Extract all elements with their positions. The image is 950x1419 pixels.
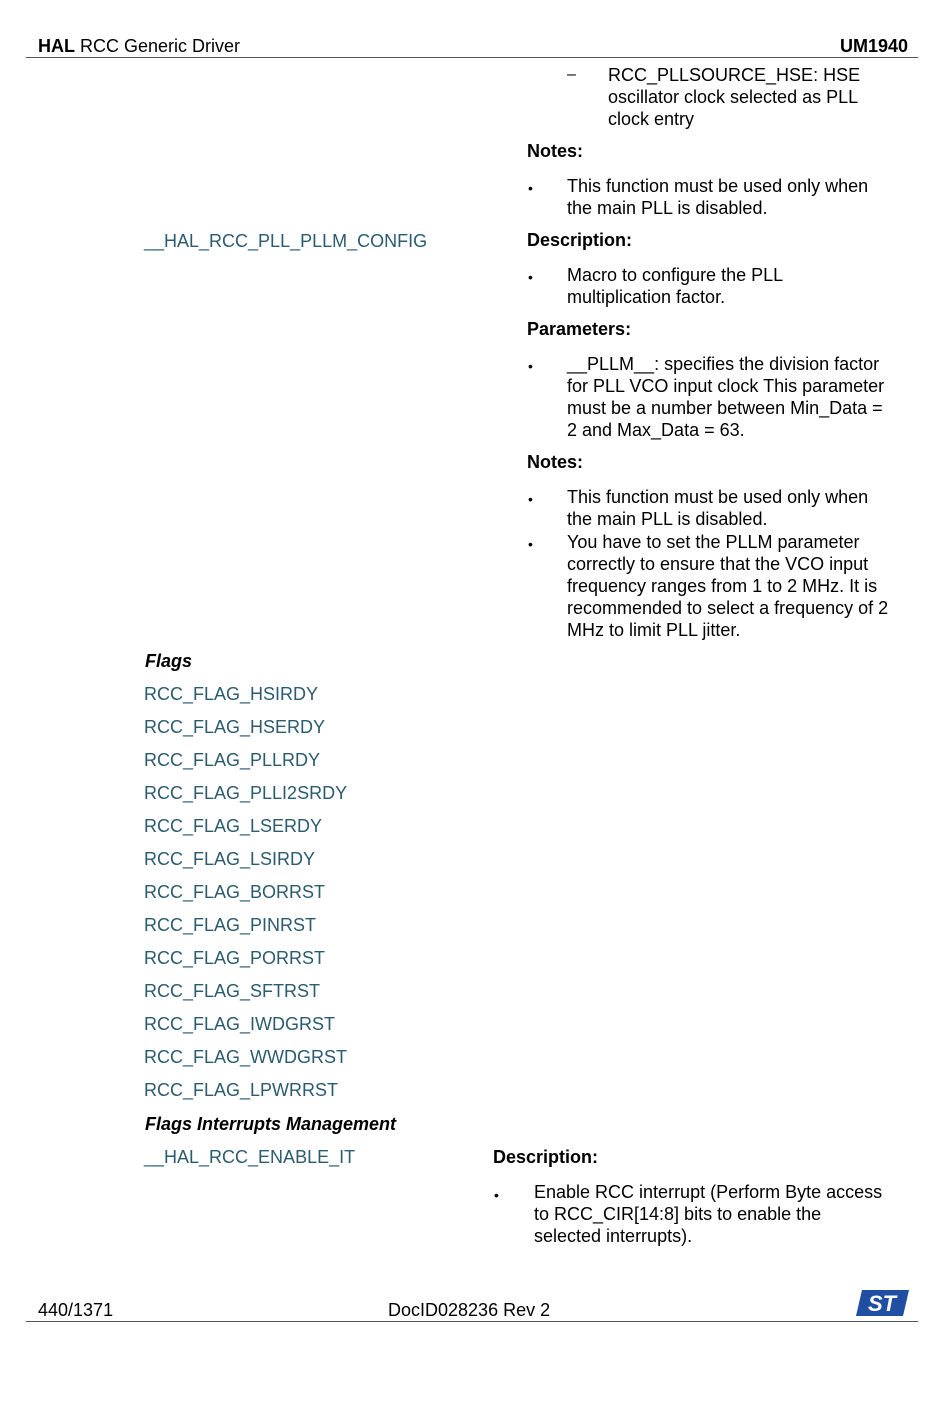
text-line: frequency ranges from 1 to 2 MHz. It is [567, 576, 878, 596]
flag-item: RCC_FLAG_HSERDY [144, 717, 326, 737]
note-text [567, 531, 888, 641]
header-rule [26, 57, 918, 58]
text-line: Enable RCC interrupt (Perform Byte access [534, 1182, 883, 1202]
note-text [567, 486, 868, 530]
text-line: clock entry [608, 109, 695, 129]
bullet: • [528, 536, 533, 552]
bullet: • [528, 491, 533, 507]
st-logo-icon [852, 1288, 910, 1320]
text-line: selected interrupts). [534, 1226, 693, 1246]
note-text [567, 175, 868, 219]
text-line: for PLL VCO input clock This parameter [567, 376, 885, 396]
header-title-bold: HAL [38, 36, 75, 56]
text-line: oscillator clock selected as PLL [608, 87, 859, 107]
text-line: This function must be used only when [567, 487, 869, 507]
flag-item: RCC_FLAG_LPWRRST [144, 1080, 339, 1100]
flag-item: RCC_FLAG_HSIRDY [144, 684, 319, 704]
footer-doc-id: DocID028236 Rev 2 [388, 1300, 551, 1320]
header-doc-code: UM1940 [839, 36, 908, 56]
flag-item: RCC_FLAG_WWDGRST [144, 1047, 348, 1067]
bullet: • [528, 358, 533, 374]
flag-item: RCC_FLAG_BORRST [144, 882, 326, 902]
footer-rule [26, 1321, 918, 1322]
text-line: You have to set the PLLM parameter [567, 532, 860, 552]
flag-item: RCC_FLAG_PLLRDY [144, 750, 321, 770]
macro-pllm-config: __HAL_RCC_PLL_PLLM_CONFIG [144, 231, 428, 251]
description-label: Description: [493, 1147, 599, 1167]
text-line: multiplication factor. [567, 287, 726, 307]
macro-enable-it: __HAL_RCC_ENABLE_IT [144, 1147, 356, 1167]
description-text [567, 264, 783, 308]
parameter-text [567, 353, 884, 441]
flags-heading: Flags [145, 651, 193, 671]
flags-it-heading: Flags Interrupts Management [145, 1114, 397, 1134]
text-line: the main PLL is disabled. [567, 509, 768, 529]
flag-item: RCC_FLAG_PINRST [144, 915, 317, 935]
dash-item-text [608, 64, 860, 130]
notes-label: Notes: [527, 452, 584, 472]
bullet: • [528, 180, 533, 196]
text-line: recommended to select a frequency of 2 [567, 598, 889, 618]
text-line: must be a number between Min_Data = [567, 398, 883, 418]
text-line: __PLLM__: specifies the division factor [567, 354, 880, 374]
notes-label: Notes: [527, 141, 584, 161]
description-text [534, 1181, 882, 1247]
header-title-rest: RCC Generic Driver [75, 36, 241, 56]
text-line: This function must be used only when [567, 176, 869, 196]
st-logo-text: ST [867, 1291, 897, 1316]
bullet: • [494, 1187, 499, 1203]
parameters-label: Parameters: [527, 319, 632, 339]
flag-item: RCC_FLAG_PORRST [144, 948, 326, 968]
bullet: • [528, 269, 533, 285]
flag-item: RCC_FLAG_SFTRST [144, 981, 321, 1001]
text-line: to RCC_CIR[14:8] bits to enable the [534, 1204, 822, 1224]
text-line: correctly to ensure that the VCO input [567, 554, 869, 574]
text-line: MHz to limit PLL jitter. [567, 620, 741, 640]
description-label: Description: [527, 230, 633, 250]
text-line: 2 and Max_Data = 63. [567, 420, 745, 440]
text-line: the main PLL is disabled. [567, 198, 768, 218]
flag-item: RCC_FLAG_PLLI2SRDY [144, 783, 348, 803]
text-line: Macro to configure the PLL [567, 265, 784, 285]
footer-page-number: 440/1371 [38, 1300, 114, 1320]
text-line: RCC_PLLSOURCE_HSE: HSE [608, 65, 861, 85]
flag-item: RCC_FLAG_LSIRDY [144, 849, 316, 869]
flag-item: RCC_FLAG_LSERDY [144, 816, 323, 836]
dash-symbol: – [567, 66, 576, 83]
flag-item: RCC_FLAG_IWDGRST [144, 1014, 336, 1034]
header-title [38, 36, 240, 57]
